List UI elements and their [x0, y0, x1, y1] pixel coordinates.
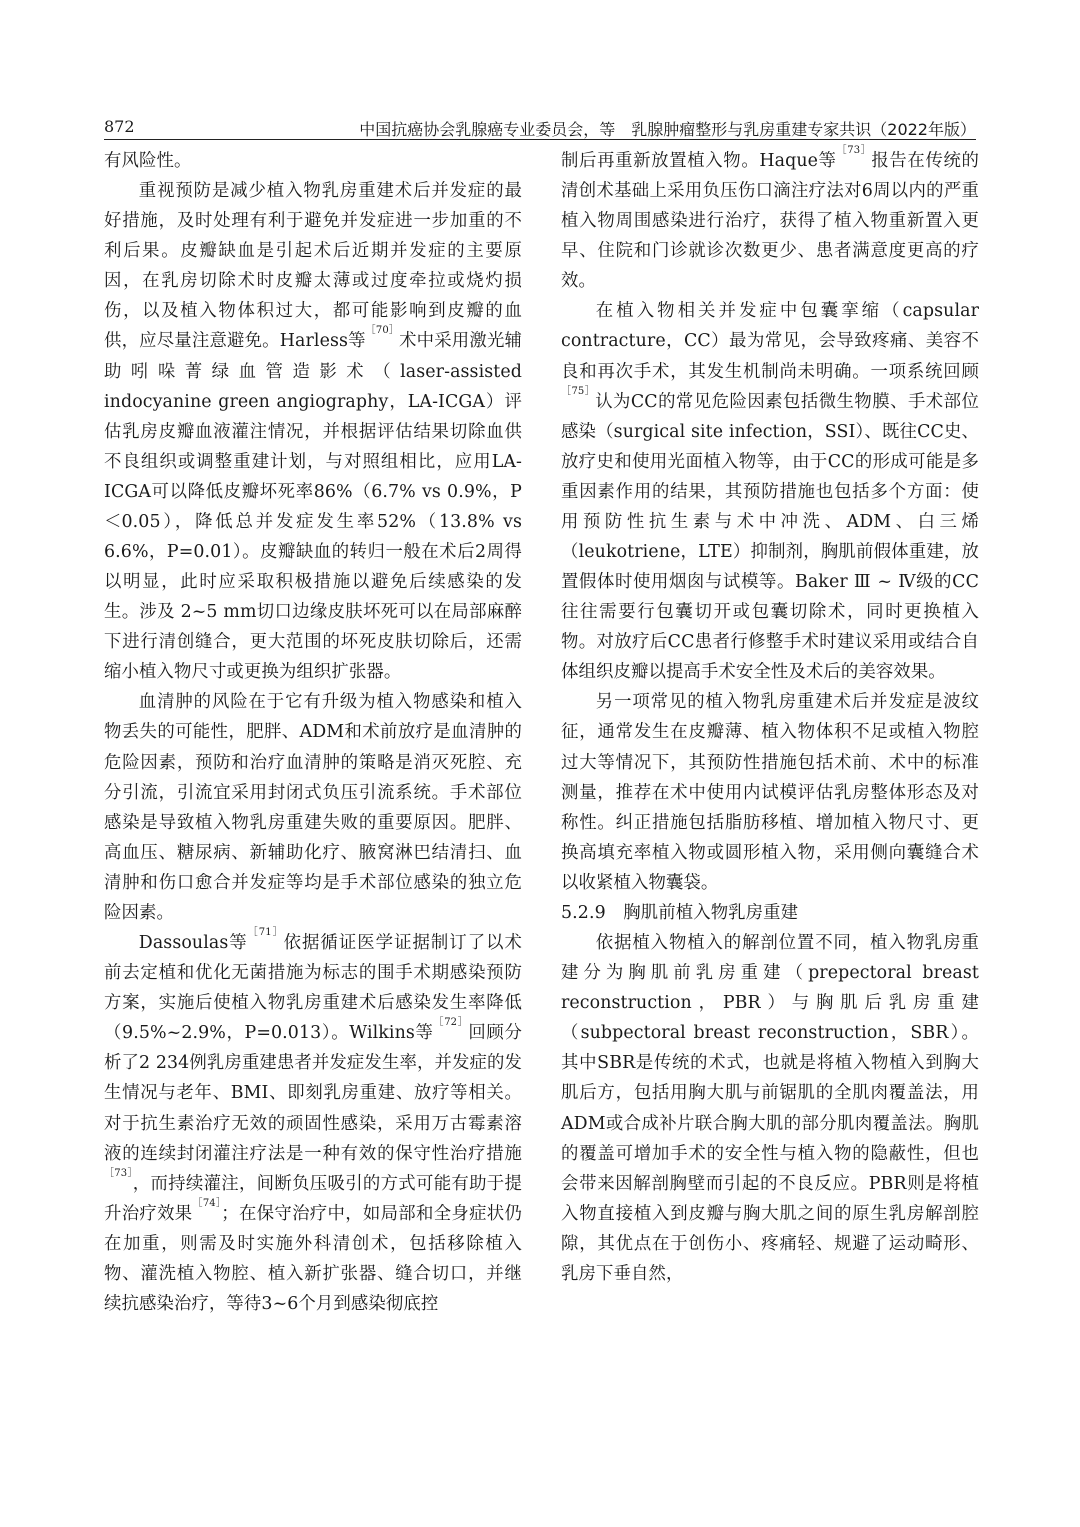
paragraph-capsular-contracture: 在植入物相关并发症中包囊挛缩（capsular contracture，CC）最为常见，会导致疼痛、美容不良和再次手术，其发生机制尚未明确。一项系统回顾$^{[75]}$认为CC的常见危险因素包括微生物膜、手术部位感染（surgical site infection，SSI）、既往CC史、放疗史和使用光面植入物等，由于CC的形成可能是多重因素作用的结果，其预防措施也包括多个方面：使用预防性抗生素与术中冲洗、ADM、白三烯（leukotriene，LTE）抑制剂，胸肌前假体重建，放置假体时使用烟囱与试模等。Baker Ⅲ ~ Ⅳ级的CC往往需要行包囊切开或包囊切除术，同时更换植入物。对放疗后CC患者行修整手术时建议采用或结合自体组织皮瓣以提高手术安全性及术后的美容效果。 [561, 301, 979, 683]
citation-ref[interactable]: ［75］ [561, 385, 596, 397]
paragraph-prepectoral: 依据植入物植入的解剖位置不同，植入物乳房重建分为胸肌前乳房重建（prepectoral breast reconstruction，PBR）与胸肌后乳房重建（subpectoral breast reconstruction，SBR）。其中SBR是传统的术式，也就是将植入物植入到胸大肌后方，包括用胸大肌与前锯肌的全肌肉覆盖法，用ADM或合成补片联合胸大肌的部分肌肉覆盖法。胸肌的覆盖可增加手术的安全性与植入物的隐蔽性，但也会带来因解剖胸壁而引起的不良反应。PBR则是将植入物直接植入到皮瓣与胸大肌之间的原生乳房解剖腔隙，其优点在于创伤小、疼痛轻、规避了运动畸形、乳房下垂自然， [561, 933, 979, 1284]
running-head: 中国抗癌协会乳腺癌专业委员会，等 乳腺肿瘤整形与乳房重建专家共识（2022年版） [359, 120, 976, 139]
paragraph-prevention: 重视预防是减少植入物乳房重建术后并发症的最好措施，及时处理有利于避免并发症进一步加重的不利后果。皮瓣缺血是引起术后近期并发症的主要原因，在乳房切除术时皮瓣太薄或过度牵拉或烧灼损伤，以及植入物体积过大，都可能影响到皮瓣的血供，应尽量注意避免。Harless等$^{[70]}$术中采用激光辅助吲哚菁绿血管造影术（laser-assisted indocyanine green angiography，LA-ICGA）评估乳房皮瓣血液灌注情况，并根据评估结果切除血供不良组织或调整重建计划，与对照组相比，应用LA-ICGA可以降低皮瓣坏死率86%（6.7% vs 0.9%，P＜0.05），降低总并发症发生率52%（13.8% vs 6.6%，P=0.01）。皮瓣缺血的转归一般在术后2周得以明显，此时应采取积极措施以避免后续感染的发生。涉及 2~5 mm切口边缘皮肤坏死可以在局部麻醉下进行清创缝合，更大范围的坏死皮肤切除后，还需缩小植入物尺寸或更换为组织扩张器。 [104, 181, 523, 683]
citation-ref[interactable]: ［73］ [836, 145, 872, 156]
citation-ref[interactable]: ［70］ [365, 325, 400, 337]
right-column [561, 146, 979, 1289]
paragraph-infection: Dassoulas等$^{[71]}$依据循证医学证据制订了以术前去定植和优化无菌措施为标志的围手术期感染预防方案，实施后使植入物乳房重建术后感染发生率降低（9.5%~2.9%，P=0.013）。Wilkins等$^{[72]}$回顾分析了2 234例乳房重建患者并发症发生率，并发症的发生情况与老年、BMI、即刻乳房重建、放疗等相关。对于抗生素治疗无效的顽固性感染，采用万古霉素溶液的连续封闭灌注疗法是一种有效的保守性治疗措施$^{[73]}$，而持续灌注，间断负压吸引的方式可能有助于提升治疗效果$^{[74]}$；在保守治疗中，如局部和全身症状仍在加重，则需及时实施外科清创术，包括移除植入物、灌洗植入物腔、植入新扩张器、缝合切口，并继续抗感染治疗，等待3~6个月到感染彻底控 [104, 927, 523, 1314]
paragraph-continuation: 制后再重新放置植入物。Haque等$^{[73]}$报告在传统的清创术基础上采用负压伤口滴注疗法对6周以内的严重植入物周围感染进行治疗，获得了植入物重新置入更早、住院和门诊就诊次数更少、患者满意度更高的疗效。 [561, 145, 979, 292]
page-number: 872 [104, 117, 135, 136]
citation-ref[interactable]: ［71］ [247, 927, 284, 939]
citation-ref[interactable]: ［74］ [192, 1197, 222, 1209]
citation-ref[interactable]: ［73］ [104, 1167, 133, 1179]
section-heading: 5.2.9 胸肌前植入物乳房重建 [561, 902, 799, 923]
paragraph-seroma: 血清肿的风险在于它有升级为植入物感染和植入物丢失的可能性，肥胖、ADM和术前放疗是血清肿的危险因素，预防和治疗血清肿的策略是消灭死腔、充分引流，引流宜采用封闭式负压引流系统。手术部位感染是导致植入物乳房重建失败的重要原因。肥胖、高血压、糖尿病、新辅助化疗、腋窝淋巴结清扫、血清肿和伤口愈合并发症等均是手术部位感染的独立危险因素。 [104, 692, 522, 923]
header-rule [104, 139, 976, 140]
paragraph-continuation: 有风险性。 [104, 151, 192, 171]
left-column [104, 146, 522, 1319]
paragraph-rippling: 另一项常见的植入物乳房重建术后并发症是波纹征，通常发生在皮瓣薄、植入物体积不足或植入物腔过大等情况下，其预防性措施包括术前、术中的标准测量，推荐在术中使用内试模评估乳房整体形态及对称性。纠正措施包括脂肪移植、增加植入物尺寸、更换高填充率植入物或圆形植入物，采用侧向囊缝合术以收紧植入物囊袋。 [561, 692, 979, 893]
citation-ref[interactable]: ［72］ [433, 1017, 469, 1029]
